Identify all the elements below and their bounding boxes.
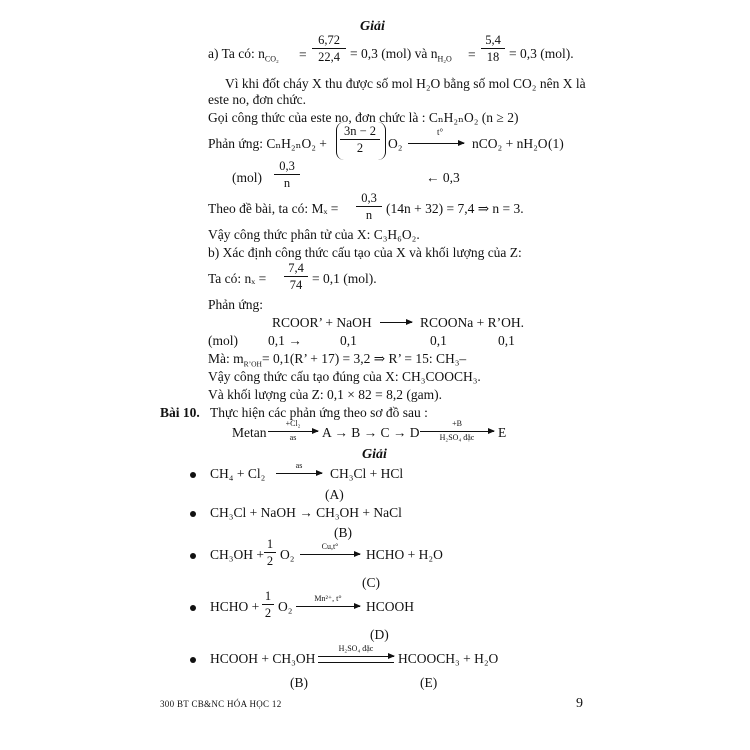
fraction-nx: $\frac{7,4}{74}$ — [284, 262, 308, 291]
line-theo: Theo đề bài, ta có: Mₓ = — [208, 201, 339, 216]
line-a-end: = 0,3 (mol). — [509, 46, 574, 61]
reaction-c-right: HCHO + H₂O — [366, 547, 443, 562]
reaction-a-right: CH₃Cl + HCl — [330, 466, 404, 481]
reaction-d-right: HCOOH — [366, 599, 415, 614]
line-theo-end: (14n + 32) = 7,4 ⇒ n = 3. — [386, 201, 524, 216]
bullet — [190, 657, 196, 663]
bullet — [190, 511, 196, 517]
fraction-h2o: $\frac{5,4}{18}$ — [481, 34, 505, 63]
line-vi-2: este no, đơn chức. — [208, 92, 307, 107]
mol-label: (mol) — [232, 170, 262, 185]
line-a: a) Ta có: $n_{CO_2}$ — [208, 46, 279, 64]
fraction-3n-2: $\frac{3n - 2}{2}$ — [340, 125, 380, 154]
reaction-c-arrow — [300, 554, 360, 555]
mol2-label: (mol) — [208, 333, 238, 348]
reaction-d-arrow — [296, 606, 360, 607]
line-a-mid: = 0,3 (mol) và $n_{H_2O}$ — [350, 46, 452, 64]
tag-b-2: (B) — [290, 675, 308, 690]
bullet — [190, 605, 196, 611]
exercise-label: Bài 10. — [160, 405, 200, 420]
reaction-2-arrow — [380, 322, 412, 323]
fraction-co2: $\frac{6,72}{22,4}$ — [312, 34, 346, 63]
reaction-1-label: Phản ứng: CₙH₂ₙO₂ + — [208, 136, 327, 151]
line-taco: Ta có: nₓ = — [208, 271, 267, 286]
reaction-e-arrow-forward — [318, 656, 394, 657]
reaction-d-left: HCHO + — [210, 599, 260, 614]
bullet — [190, 472, 196, 478]
reaction-2-right: RCOONa + R’OH. — [420, 315, 524, 330]
scheme-end: E — [498, 425, 507, 440]
reaction-a-arrow — [276, 473, 322, 474]
line-goi: Gọi công thức của este no, đơn chức là : CₙH₂ₙO₂ (n ≥ 2) — [208, 110, 519, 125]
line-vay-2: Vậy công thức cấu tạo đúng của X: CH₃COOCH₃. — [208, 369, 481, 384]
page-number: 9 — [576, 696, 583, 711]
footer-book-title: 300 BT CB&NC HÓA HỌC 12 — [160, 699, 282, 709]
reaction-2-left: RCOOR’ + NaOH — [272, 315, 372, 330]
fraction-mol: $\frac{0,3}{n}$ — [274, 160, 300, 189]
reaction-2-label: Phản ứng: — [208, 297, 263, 312]
fraction-half: $\frac{1}{2}$ — [264, 538, 276, 567]
tag-e: (E) — [420, 675, 438, 690]
scheme-middle: A → B → C → D — [322, 425, 420, 440]
line-ma: Mà: $m_{R’OH}= 0,1(R$’ + 17) = 3,2 ⇒ R’ = 15: CH₃– — [208, 351, 467, 369]
exercise-text: Thực hiện các phản ứng theo sơ đồ sau : — [210, 405, 428, 420]
reaction-b: CH₃Cl + NaOH → CH₃OH + NaCl — [210, 505, 402, 520]
line-b: b) Xác định công thức cấu tạo của X và khối lượng của Z: — [208, 245, 522, 260]
reaction-e-arrow-back — [318, 662, 394, 663]
tag-d: (D) — [370, 627, 389, 642]
line-vi-1: Vì khi đốt cháy X thu được số mol H₂O bằng số mol CO₂ nên X là — [225, 76, 586, 91]
line-taco-end: = 0,1 (mol). — [312, 271, 377, 286]
tag-c: (C) — [362, 575, 380, 590]
heading-giai-2: Giải — [362, 447, 387, 462]
scheme-arrow-1 — [268, 431, 318, 432]
reaction-e-right: HCOOCH₃ + H₂O — [398, 651, 499, 666]
reaction-c-left: CH₃OH + — [210, 547, 264, 562]
tag-b: (B) — [334, 525, 352, 540]
heading-giai: Giải — [360, 19, 385, 34]
fraction-theo: $\frac{0,3}{n}$ — [356, 192, 382, 221]
line-vay-1: Vậy công thức phân tử của X: C₃H₆O₂. — [208, 227, 420, 242]
tag-a: (A) — [325, 487, 344, 502]
scheme-start: Metan — [232, 425, 267, 440]
reaction-a-left: CH₄ + Cl₂ — [210, 466, 266, 481]
reaction-e-left: HCOOH + CH₃OH — [210, 651, 316, 666]
scheme-arrow-2 — [420, 431, 494, 432]
reaction-1-products: nCO₂ + nH₂O — [472, 136, 548, 151]
line-khoi-luong: Và khối lượng của Z: 0,1 × 82 = 8,2 (gam). — [208, 387, 443, 402]
reaction-number: (1) — [548, 136, 564, 151]
mol-right: ← 0,3 — [426, 170, 460, 185]
fraction-half-2: $\frac{1}{2}$ — [262, 590, 274, 619]
reaction-arrow — [408, 143, 464, 144]
bullet — [190, 553, 196, 559]
